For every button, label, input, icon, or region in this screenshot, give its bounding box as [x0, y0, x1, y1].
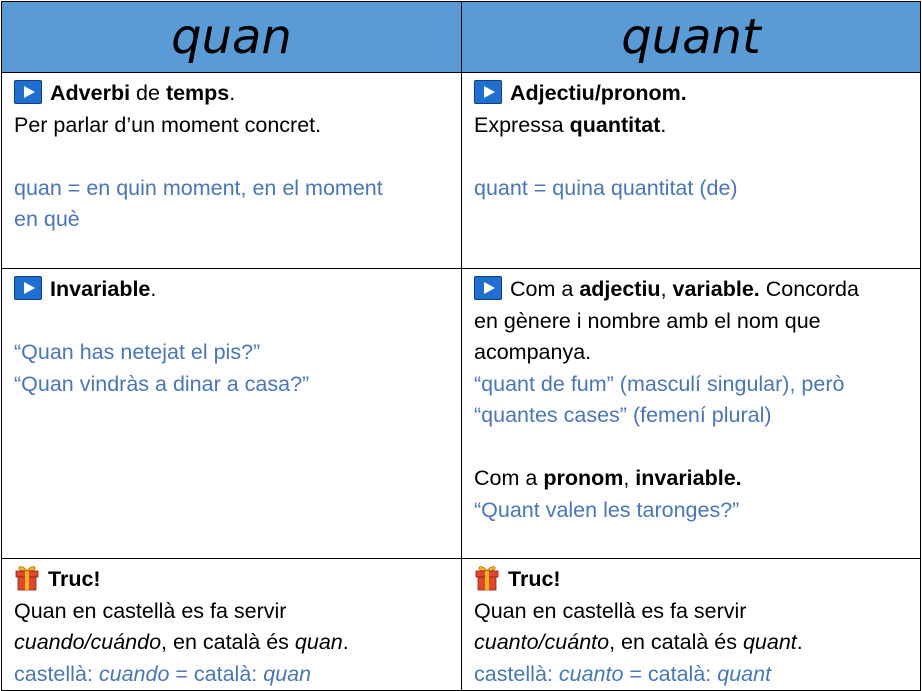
- text: Com a: [474, 466, 544, 490]
- term-variable: variable.: [672, 277, 760, 301]
- text: Com a: [510, 277, 580, 301]
- text: = català:: [623, 661, 718, 686]
- term-adverbi: Adverbi: [50, 81, 131, 105]
- text: Expressa: [474, 112, 570, 137]
- catalan-word: quan: [263, 661, 312, 686]
- spanish-word: cuanto/cuánto: [474, 630, 610, 654]
- term-pronom: pronom: [543, 466, 624, 490]
- text: .: [796, 630, 803, 654]
- text: .: [150, 277, 157, 301]
- header-quant: quant: [462, 2, 921, 73]
- gift-icon: [474, 565, 500, 591]
- header-quan: quan: [2, 2, 462, 73]
- example: “Quant valen les taronges?”: [474, 497, 740, 522]
- play-button-icon: [14, 276, 42, 300]
- text: ,: [623, 466, 636, 490]
- spanish-word: cuanto: [558, 661, 624, 686]
- text: castellà:: [474, 661, 559, 686]
- description: Per parlar d’un moment concret.: [14, 112, 322, 137]
- tip-title: Truc!: [508, 567, 561, 591]
- text: ,: [660, 277, 673, 301]
- comparison-table: [1, 1, 921, 691]
- cell-quan-tip: [2, 559, 462, 691]
- text: Concorda: [759, 277, 859, 301]
- term-invariable: invariable.: [635, 466, 742, 490]
- gift-icon: [14, 565, 40, 591]
- cell-quant-usage: [462, 73, 921, 269]
- description: en gènere i nombre amb el nom que: [474, 308, 821, 333]
- equivalence-cont: en què: [14, 207, 80, 231]
- cell-quan-usage: [2, 73, 462, 269]
- example: “Quan vindràs a dinar a casa?”: [14, 371, 310, 396]
- term-adjectiu: adjectiu: [579, 277, 661, 301]
- term-invariable: Invariable: [50, 277, 151, 301]
- spanish-word: cuando: [98, 661, 170, 686]
- example: “quant de fum” (masculí singular), però: [474, 371, 845, 396]
- play-button-icon: [14, 80, 42, 104]
- table-row: [2, 269, 921, 559]
- example: “Quan has netejat el pis?”: [14, 340, 261, 364]
- table-row: [2, 73, 921, 269]
- equivalence: quant = quina quantitat (de): [474, 175, 738, 200]
- tip-text: Quan en castellà es fa servir: [14, 598, 287, 623]
- text: = català:: [169, 661, 264, 686]
- spanish-word: cuando/cuándo: [14, 630, 162, 654]
- text: castellà:: [14, 661, 99, 686]
- header-row: [2, 2, 921, 73]
- text: .: [660, 112, 667, 137]
- catalan-word: quant: [717, 661, 772, 686]
- text: , en català és: [609, 630, 743, 654]
- cell-quant-form: [462, 269, 921, 559]
- play-button-icon: [474, 80, 502, 104]
- text: .: [229, 81, 236, 105]
- example: “quantes cases” (femení plural): [474, 403, 772, 427]
- tip-title: Truc!: [48, 567, 101, 591]
- text: , en català és: [161, 630, 295, 654]
- term-quantitat: quantitat: [569, 112, 661, 137]
- description: acompanya.: [474, 340, 592, 364]
- cell-quant-tip: [462, 559, 921, 691]
- cell-quan-form: [2, 269, 462, 559]
- term-temps: temps: [165, 81, 230, 105]
- text: .: [342, 630, 349, 654]
- equivalence: quan = en quin moment, en el moment: [14, 175, 383, 200]
- catalan-word: quan: [294, 630, 343, 654]
- term-adjectiu-pronom: Adjectiu/pronom.: [510, 81, 687, 105]
- play-button-icon: [474, 276, 502, 300]
- text: de: [130, 81, 166, 105]
- catalan-word: quant: [742, 630, 797, 654]
- table-row: [2, 559, 921, 691]
- tip-text: Quan en castellà es fa servir: [474, 598, 747, 623]
